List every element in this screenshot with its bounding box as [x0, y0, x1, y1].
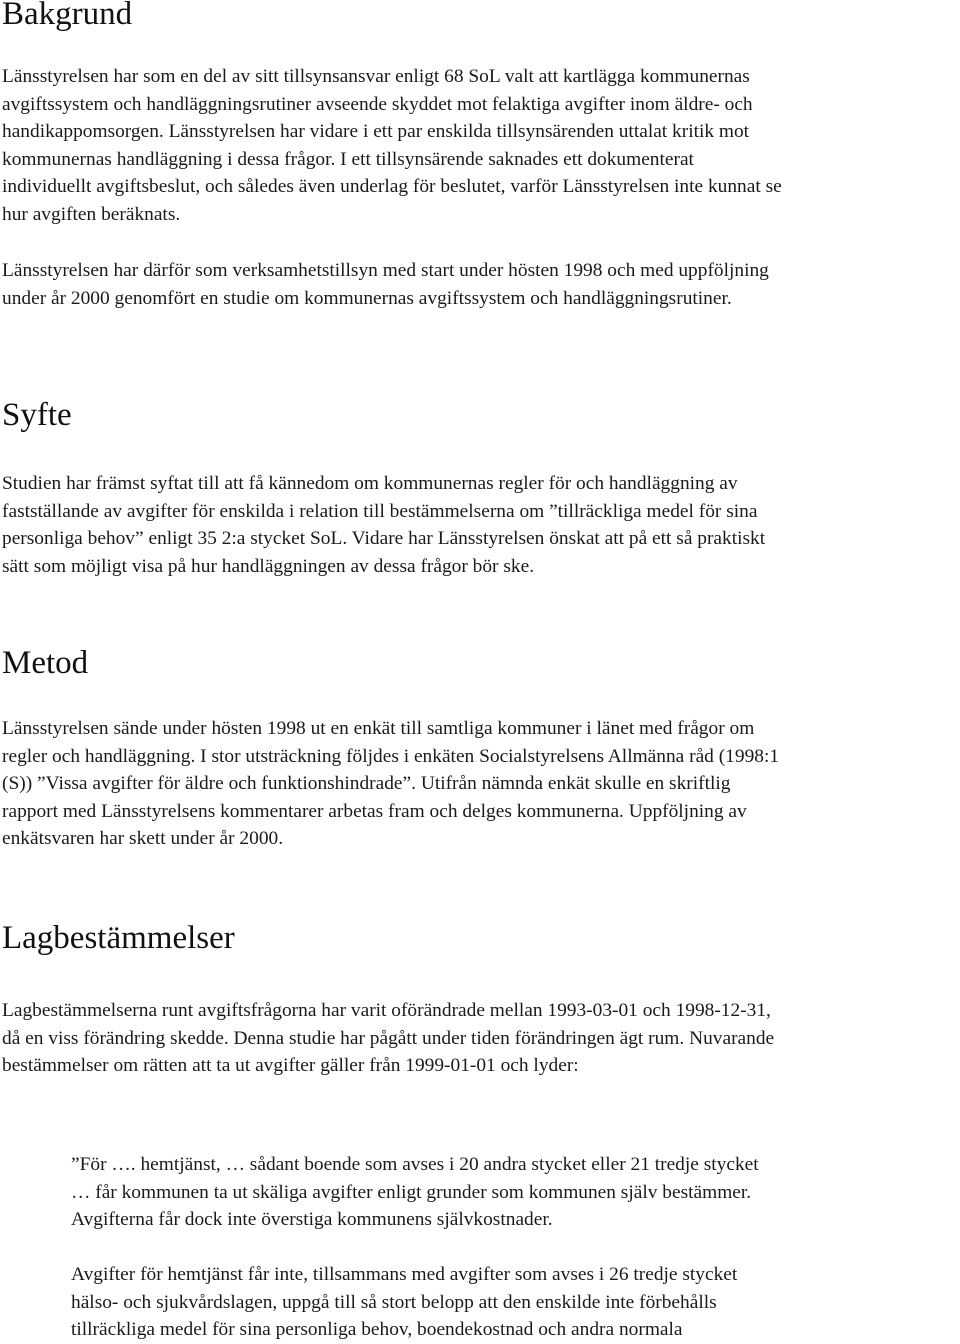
text-line: regler och handläggning. I stor utsträckning följdes i enkäten Socialstyrelsens Allmänna råd (1998:1 — [2, 745, 780, 767]
text-line: sätt som möjligt visa på hur handläggningen av dessa frågor bör ske. — [2, 555, 535, 577]
quote-paragraph-1 — [71, 1151, 759, 1234]
text-line: rapport med Länsstyrelsens kommentarer arbetas fram och delges kommunerna. Uppföljning av — [2, 800, 747, 822]
heading-lagbestammelser: Lagbestämmelser — [2, 920, 235, 956]
text-line: bestämmelser om rätten att ta ut avgifter gäller från 1999-01-01 och lyder: — [2, 1055, 579, 1077]
text-line: Länsstyrelsen har som en del av sitt tillsynsansvar enligt 68 SoL valt att kartlägga kommunernas — [2, 66, 750, 87]
heading-bakgrund: Bakgrund — [2, 0, 133, 32]
text-line: fastställande av avgifter för enskilda i relation till bestämmelserna om ”tillräckliga medel för sina — [2, 500, 758, 522]
heading-metod: Metod — [2, 645, 89, 681]
text-line: under år 2000 genomfört en studie om kommunernas avgiftssystem och handläggningsrutiner. — [2, 287, 732, 309]
text-line: då en viss förändring skedde. Denna studie har pågått under tiden förändringen ägt rum. Nuvarande — [2, 1027, 775, 1049]
quote-line: ”För …. hemtjänst, … sådant boende som avses i 20 andra stycket eller 21 tredje stycket — [71, 1154, 759, 1175]
text-line: kommunernas handläggning i dessa frågor. I ett tillsynsärende saknades ett dokumenterat — [2, 148, 694, 170]
paragraph-bakgrund-2 — [2, 257, 769, 312]
text-line: Studien har främst syftat till att få kännedom om kommunernas regler för och handläggning av — [2, 473, 738, 494]
quote-line: hälso- och sjukvårdslagen, uppgå till så stort belopp att den enskilde inte förbehålls — [71, 1291, 717, 1313]
quote-line: Avgifter för hemtjänst får inte, tillsammans med avgifter som avses i 26 tredje stycket — [71, 1264, 738, 1285]
text-line: Länsstyrelsen sände under hösten 1998 ut en enkät till samtliga kommuner i länet med frågor om — [2, 718, 755, 739]
text-line: avgiftssystem och handläggningsrutiner avseende skyddet mot felaktiga avgifter inom äldre- och — [2, 93, 753, 115]
quote-line: … får kommunen ta ut skäliga avgifter enligt grunder som kommunen själv bestämmer. — [71, 1181, 752, 1203]
paragraph-syfte — [2, 470, 765, 580]
paragraph-bakgrund-1 — [2, 63, 782, 229]
text-line: Lagbestämmelserna runt avgiftsfrågorna har varit oförändrade mellan 1993-03-01 och 1998-12-31, — [2, 1000, 771, 1021]
text-line: (S)) ”Vissa avgifter för äldre och funktionshindrade”. Utifrån nämnda enkät skulle en skriftlig — [2, 773, 731, 795]
quote-line: tillräckliga medel för sina personliga behov, boendekostnad och andra normala — [71, 1319, 683, 1341]
text-line: personliga behov” enligt 35 2:a stycket SoL. Vidare har Länsstyrelsen önskat att på ett så praktiskt — [2, 528, 766, 550]
paragraph-metod — [2, 715, 779, 853]
heading-syfte: Syfte — [2, 397, 72, 433]
quote-paragraph-2 — [71, 1261, 737, 1344]
text-line: individuellt avgiftsbeslut, och således även underlag för beslutet, varför Länsstyrelsen inte kunnat se — [2, 176, 782, 198]
text-line: Länsstyrelsen har därför som verksamhetstillsyn med start under hösten 1998 och med uppföljning — [2, 260, 769, 281]
text-line: handikappomsorgen. Länsstyrelsen har vidare i ett par enskilda tillsynsärenden uttalat kritik mot — [2, 121, 750, 143]
text-line: hur avgiften beräknats. — [2, 203, 181, 225]
text-line: enkätsvaren har skett under år 2000. — [2, 828, 284, 850]
paragraph-lagbestammelser — [2, 997, 774, 1080]
quote-line: Avgifterna får dock inte överstiga kommunens självkostnader. — [71, 1209, 553, 1231]
